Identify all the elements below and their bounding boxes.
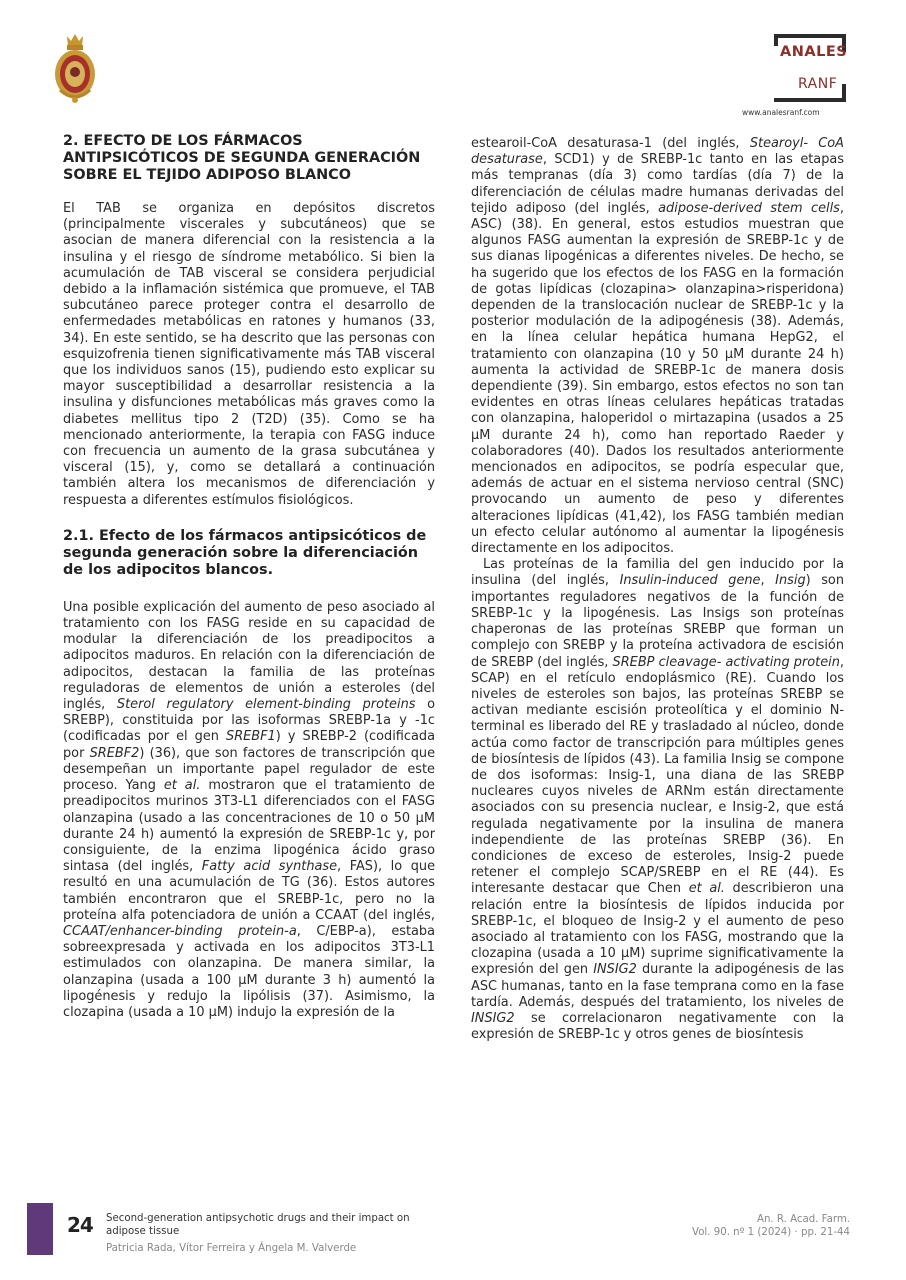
logo-frame-right-bottom [842, 84, 846, 102]
paragraph: Una posible explicación del aumento de peso asociado al tratamiento con los FASG reside en su capacidad de modular la diferenciación de los preadipocitos a adipocitos maduros. En relación con la diferenciación de adipocitos, destacan la familia de las proteínas reguladoras de elementos de unión a esteroles (del inglés, Sterol regulatory element-binding proteins o SREBP), constituida por las isoformas SREBP-1a y -1c (codificadas por el gen SREBF1) y SREBP-2 (codificada por SREBF2) (36), que son factores de transcripción que desempeñan un importante papel regulador de este proceso. Yang et al. mostraron que el tratamiento de preadipocitos murinos 3T3-L1 diferenciados con el FASG olanzapina (usado a las concentraciones de 10 o 50 µM durante 24 h) aumentó la expresión de SREBP-1c y, por consiguiente, de la enzima lipogénica ácido graso sintasa (del inglés, Fatty acid synthase, FAS), lo que resultó en una acumulación de TG (36). Estos autores también encontraron que el SREBP-1c, pero no la proteína alfa potenciadora de unión a CCAAT (del inglés, CCAAT/enhancer-binding protein-a, C/EBP-a), estaba sobreexpresada y activada en los adipocitos 3T3-L1 estimulados con olanzapina. De manera similar, la olanzapina (usada a 100 µM durante 3 h) aumentó la lipogénesis y redujo la lipólisis (37). Asimismo, la clozapina (usada a 10 µM) indujo la expresión de la [63, 599, 436, 1020]
logo-ranf-text: RANF [798, 76, 838, 92]
subsection-heading: 2.1. Efecto de los fármacos antipsicóticos de segunda generación sobre la diferenciación de los adipocitos blancos. [63, 527, 427, 578]
footer-journal-info [692, 1213, 850, 1239]
anales-ranf-logo[interactable] [742, 34, 850, 118]
journal-url[interactable]: www.analesranf.com [742, 108, 820, 117]
paragraph: El TAB se organiza en depósitos discretos (principalmente viscerales y subcutáneos) que se asocian de manera diferencial con la resistencia a la insulina y el riesgo de síndrome metabólico. Si bien la acumulación de TAB visceral se considera perjudicial debido a la inflamación sistémica que promueve, el TAB subcutáneo parece proteger contra el desarrollo de enfermedades metabólicas en ratones y humanos (33, 34). En este sentido, se ha descrito que las personas con esquizofrenia tienen significativamente más TAB visceral que los individuos sanos (15), pudiendo esto explicar su mayor susceptibilidad a desarrollar resistencia a la insulina y disfunciones metabólicas más graves como la diabetes mellitus tipo 2 (T2D) (35). Como se ha mencionado anteriormente, la terapia con FASG induce con frecuencia un aumento de la grasa subcutánea y visceral (15), y, como se detallará a continuación también altera los mecanismos de diferenciación y respuesta a diferentes estímulos fisiológicos. [63, 201, 435, 508]
logo-frame-top [774, 34, 846, 38]
footer-volume: Vol. 90. nº 1 (2024) · pp. 21-44 [692, 1227, 850, 1238]
logo-frame-bottom [774, 98, 846, 102]
section-heading: 2. EFECTO DE LOS FÁRMACOS ANTIPSICÓTICOS DE SEGUNDA GENERACIÓN SOBRE EL TEJIDO ADIPOSO BLANCO [63, 133, 421, 183]
paragraph: Las proteínas de la familia del gen inducido por la insulina (del inglés, Insulin-induced gene, Insig) son importantes reguladores negativos de la función de SREBP-1c y la lipogénesis. Las Insigs son proteínas chaperonas de las proteínas SREBP que forman un complejo con SREBP y la proteína activadora de escisión de SREBP (del inglés, SREBP cleavage- activating protein, SCAP) en el retículo endoplásmico (RE). Cuando los niveles de esteroles son bajos, las proteínas SREBP se activan mediante escisión proteolítica y el dominio N- terminal es liberado del RE y trasladado al núcleo, donde actúa como factor de transcripción para múltiples genes de biosíntesis de lípidos (43). La familia Insig se compone de dos isoformas: Insig-1, una diana de las SREBP nucleares cuyos niveles de ARNm están directamente asociados con su presencia nuclear, e Insig-2, que está regulada negativamente por la insulina de manera independiente de las proteínas SREBP (36). En condiciones de exceso de esteroles, Insig-2 puede retener el complejo SCAP/SREBP en el RE (44). Es interesante destacar que Chen et al. describieron una relación entre la biosíntesis de lípidos inducida por SREBP-1c, el bloqueo de Insig-2 y el aumento de peso asociado al tratamiento con los FASG, mostrando que la clozapina (usada a 10 µM) suprime significativamente la expresión del gen INSIG2 durante la adipogénesis de las ASC humanas, tanto en la fase temprana como en la fase tardía. Además, después del tratamiento, los niveles de INSIG2 se correlacionaron negativamente con la expresión de SREBP-1c y otros genes de biosíntesis [471, 557, 845, 1043]
footer-color-bar [27, 1203, 53, 1255]
right-column [471, 136, 844, 1043]
page-number: 24 [67, 1213, 93, 1237]
logo-frame-left [774, 34, 778, 46]
footer-journal-name: An. R. Acad. Farm. [756, 1214, 850, 1225]
paragraph: estearoil-CoA desaturasa-1 (del inglés, Stearoyl- CoA desaturase, SCD1) y de SREBP-1c tanto en las etapas más tempranas (día 3) como tardías (día 7) de la diferenciación de células madre humanas derivadas del tejido adiposo (del inglés, adipose-derived stem cells, ASC) (38). En general, estos estudios muestran que algunos FASG aumentan la expresión de SREBP-1c y de sus dianas lipogénicas a diferentes niveles. De hecho, se ha sugerido que los efectos de los FASG en la formación de gotas lipídicas (clozapina> olanzapina>risperidona) dependen de la translocación nuclear de SREBP-1c y la posterior modulación de la adipogénesis (38). Además, en la línea celular hepática humana HepG2, el tratamiento con olanzapina (10 y 50 µM durante 24 h) aumenta la actividad de SREBP-1c de manera dosis dependiente (39). Sin embargo, estos efectos no son tan evidentes en otras líneas celulares hepáticas tratadas con olanzapina, haloperidol o mirtazapina (usados a 25 µM durante 24 h), como han reportado Raeder y colaboradores (40). Dados los resultados anteriormente mencionados en adipocitos, se podría especular que, además de actuar en el sistema nervioso central (SNC) provocando un aumento de peso y diferentes alteraciones lipídicas (41,42), los FASG también median un efecto celular autónomo al aumentar la lipogénesis directamente en los adipocitos. [471, 136, 845, 557]
footer-authors: Patricia Rada, Vítor Ferreira y Ángela M. Valverde [106, 1243, 357, 1254]
left-column [63, 133, 435, 1021]
logo-anales-text: ANALES [780, 44, 848, 60]
footer-article-title: Second-generation antipsychotic drugs and their impact on adipose tissue [106, 1213, 410, 1237]
royal-academy-crest-icon [52, 32, 98, 106]
